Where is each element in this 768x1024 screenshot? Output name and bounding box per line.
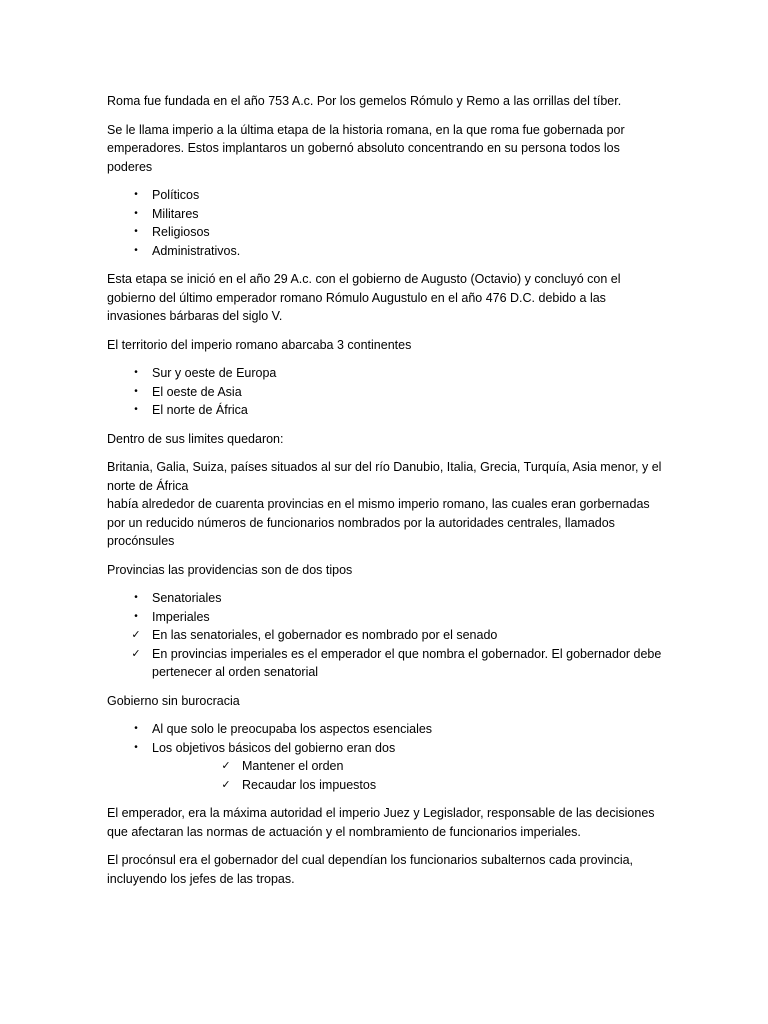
paragraph-etapa: Esta etapa se inició en el año 29 A.c. con el gobierno de Augusto (Octavio) y concluyó con el gobierno del último emperador romano Rómulo Augustulo en el año 476 D.C. debido a las invasiones bárbaras del siglo V. [107,272,621,323]
check-icon: ✓ [221,777,231,791]
list-item: ✓ Recaudar los impuestos [152,776,667,795]
paragraph-limites: Dentro de sus limites quedaron: [107,431,284,446]
list-item: • Administrativos. [107,242,667,261]
check-icon: ✓ [131,646,141,660]
list-item: ✓ En provincias imperiales es el emperador el que nombra el gobernador. El gobernador debe pertenecer al orden senatorial [107,645,667,682]
list-item: • Militares [107,205,667,224]
paragraph-tipos: Provincias las providencias son de dos tipos [107,562,353,577]
list-item: • Imperiales [107,608,667,627]
paragraph-emperador: El emperador, era la máxima autoridad el imperio Juez y Legislador, responsable de las decisiones que afectaran las normas de actuación y el nombramiento de funcionarios imperiales. [107,806,655,839]
check-icon: ✓ [131,628,141,641]
list-objetivos [152,757,667,794]
paragraph-paises: Britania, Galia, Suiza, países situados al sur del río Danubio, Italia, Grecia, Turquía, Asia menor, y el norte de África [107,460,662,493]
bullet-marker: • [134,367,138,378]
list-item: • Senatoriales [107,589,667,608]
bullet-marker: • [134,610,138,622]
bullet-marker: • [134,244,138,256]
list-item: • Religiosos [107,223,667,242]
list-item: • Al que solo le preocupaba los aspectos esenciales [107,720,667,739]
list-item: ✓ Mantener el orden [152,757,667,776]
bullet-marker: • [134,592,138,603]
document-page [107,92,667,898]
bullet-marker: • [134,385,138,397]
paragraph-burocracia: Gobierno sin burocracia [107,693,240,708]
bullet-marker: • [134,741,138,753]
list-poderes [107,186,667,260]
list-burocracia [107,720,667,794]
paragraph-imperio: Se le llama imperio a la última etapa de la historia romana, en la que roma fue gobernada por emperadores. Estos implantaros un gobernó absoluto concentrando en su persona todos los poderes [107,122,625,174]
list-tipos [107,589,667,682]
paragraph-territorio: El territorio del imperio romano abarcaba 3 continentes [107,337,412,352]
paragraph-provincias: había alrededor de cuarenta provincias en el mismo imperio romano, las cuales eran gorbernadas por un reducido números de funcionarios nombrados por la autoridades centrales, llamados procónsules [107,497,650,548]
list-item: ✓ En las senatoriales, el gobernador es nombrado por el senado [107,626,667,645]
bullet-marker: • [134,189,138,200]
list-item: • El oeste de Asia [107,383,667,402]
list-continentes [107,364,667,420]
list-item: • El norte de África [107,401,667,420]
paragraph-fundacion: Roma fue fundada en el año 753 A.c. Por los gemelos Rómulo y Remo a las orrillas del tíber. [107,94,622,108]
check-icon: ✓ [221,759,231,772]
list-item: • Políticos [107,186,667,205]
paragraph-proconsul: El procónsul era el gobernador del cual dependían los funcionarios subalternos cada provincia, incluyendo los jefes de las tropas. [107,853,634,886]
bullet-marker: • [134,723,138,734]
bullet-marker: • [134,404,138,415]
bullet-marker: • [134,207,138,219]
list-item: • Sur y oeste de Europa [107,364,667,383]
bullet-marker: • [134,226,138,237]
list-item: • Los objetivos básicos del gobierno eran dos ✓ Mantener el orden ✓ Recaudar los impuestos [107,739,667,795]
